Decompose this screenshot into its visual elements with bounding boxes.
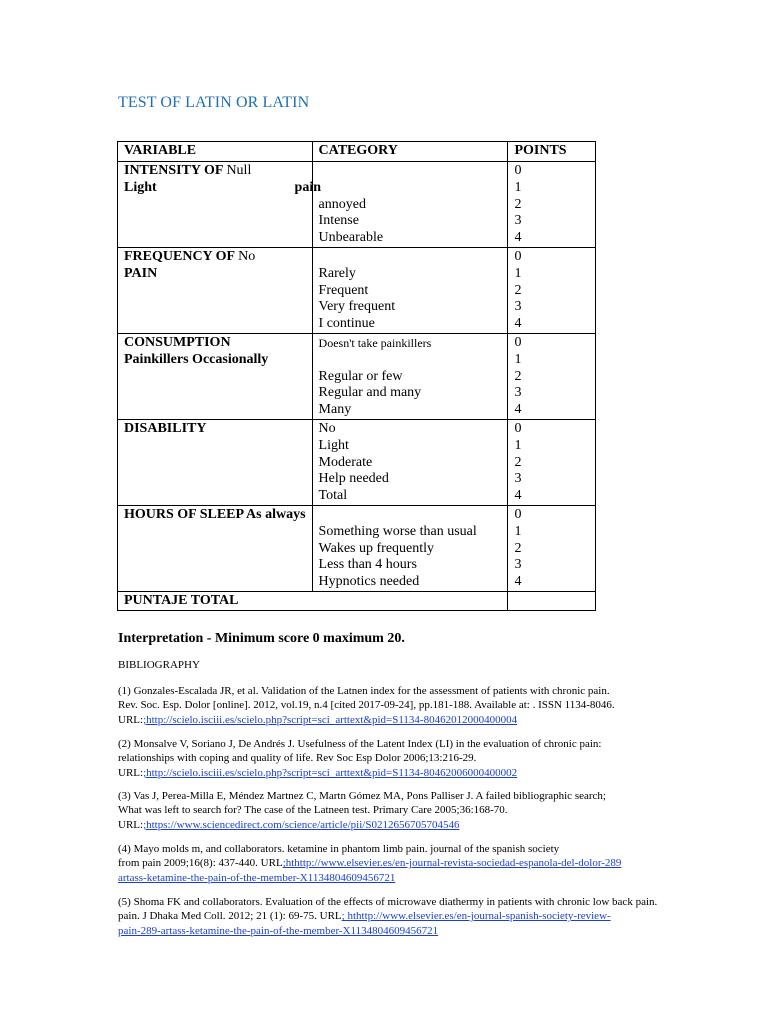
variable-cell: HOURS OF SLEEP As always <box>118 505 313 591</box>
category-cell: pain annoyed Intense Unbearable <box>312 162 508 248</box>
header-points: POINTS <box>508 142 596 162</box>
category-cell: Something worse than usual Wakes up frequently Less than 4 hours Hypnotics needed <box>312 505 508 591</box>
bibliography-heading: BIBLIOGRAPHY <box>118 659 200 671</box>
reference-link-continued[interactable]: pain-289-artass-ketamine-the-pain-of-the-member-X1134804609456721 <box>118 924 439 937</box>
reference-link[interactable]: ;https://www.sciencedirect.com/science/article/pii/S0212656705704546 <box>143 818 460 831</box>
reference-link[interactable]: ;hthttp://www.elsevier.es/en-journal-revista-sociedad-espanola-del-dolor-289 <box>282 857 622 870</box>
reference-item: (1) Gonzales-Escalada JR, et al. Validation of the Latnen index for the assessment of patients with chronic pain. Rev. Soc. Esp. Dolor [online]. 2012, vol.19, n.4 [cited 2017-09-24], pp.181-188. Available at: . ISSN 1134-8046. URL:;http://scielo.isciii.es/scielo.php?script=sci_arttext&pid=S1134-80462012000400004 <box>118 685 615 726</box>
total-row <box>118 591 596 610</box>
latin-scale-table <box>117 141 596 611</box>
inline-category: Null <box>226 163 252 178</box>
points-cell: 0 1 2 3 4 <box>508 162 596 248</box>
category-cell: No Light Moderate Help needed Total <box>312 419 508 505</box>
variable-cell: INTENSITY OF Null Light <box>118 162 313 248</box>
header-variable: VARIABLE <box>118 142 313 162</box>
reference-link[interactable]: ;http://scielo.isciii.es/scielo.php?script=sci_arttext&pid=S1134-80462006000400002 <box>143 766 518 779</box>
table-row <box>118 247 596 333</box>
table-header-row <box>118 142 596 162</box>
variable-cell: FREQUENCY OF No PAIN <box>118 247 313 333</box>
category-cell: Doesn't take painkillers Regular or few Regular and many Many <box>312 333 508 419</box>
reference-item: (2) Monsalve V, Soriano J, De Andrés J. Usefulness of the Latent Index (LI) in the evaluation of chronic pain: relationships with coping and quality of life. Rev Soc Esp Dolor 2006;13:216-29. URL:;http://scielo.isciii.es/scielo.php?script=sci_arttext&pid=S1134-80462006000400002 <box>118 738 602 779</box>
total-value <box>508 591 596 610</box>
reference-item: (5) Shoma FK and collaborators. Evaluation of the effects of microwave diathermy in patients with chronic low back pain. pain. J Dhaka Med Coll. 2012; 21 (1): 69-75. URL; hthttp://www.elsevier.es/en-journal-spanish-society-review- pain-289-artass-ketamine-the-pain-of-the-member-X1134804609456721 <box>118 896 658 937</box>
variable-cell: CONSUMPTION Painkillers Occasionally <box>118 333 313 419</box>
reference-link[interactable]: ;http://scielo.isciii.es/scielo.php?script=sci_arttext&pid=S1134-80462012000400004 <box>143 713 518 726</box>
table-row <box>118 505 596 591</box>
document-title: TEST OF LATIN OR LATIN <box>118 94 310 111</box>
reference-item: (3) Vas J, Perea-Milla E, Méndez Martnez C, Martn Gómez MA, Pons Palliser J. A failed bibliographic search; What was left to search for? The case of the Latneen test. Primary Care 2005;36:168-70. URL:;https://www.sciencedirect.com/science/article/pii/S0212656705704546 <box>118 790 606 831</box>
table-row <box>118 419 596 505</box>
table-row <box>118 333 596 419</box>
variable-cell: DISABILITY <box>118 419 313 505</box>
points-cell: 0 1 2 3 4 <box>508 505 596 591</box>
category-cell: Rarely Frequent Very frequent I continue <box>312 247 508 333</box>
inline-category: No <box>238 248 256 264</box>
header-category: CATEGORY <box>312 142 508 162</box>
points-cell: 0 1 2 3 4 <box>508 333 596 419</box>
reference-link[interactable]: ; hthttp://www.elsevier.es/en-journal-spanish-society-review- <box>341 910 611 923</box>
interpretation-text: Interpretation - Minimum score 0 maximum 20. <box>118 631 405 646</box>
points-cell: 0 1 2 3 4 <box>508 419 596 505</box>
table-row <box>118 162 596 248</box>
reference-item: (4) Mayo molds m, and collaborators. ketamine in phantom limb pain. journal of the spanish society from pain 2009;16(8): 437-440. URL;hthttp://www.elsevier.es/en-journal-revista-sociedad-espanola-del-dolor-289 artass-ketamine-the-pain-of-the-member-X1134804609456721 <box>118 843 622 884</box>
total-label: PUNTAJE TOTAL <box>118 591 508 610</box>
points-cell: 0 1 2 3 4 <box>508 247 596 333</box>
reference-link-continued[interactable]: artass-ketamine-the-pain-of-the-member-X1134804609456721 <box>118 871 396 884</box>
